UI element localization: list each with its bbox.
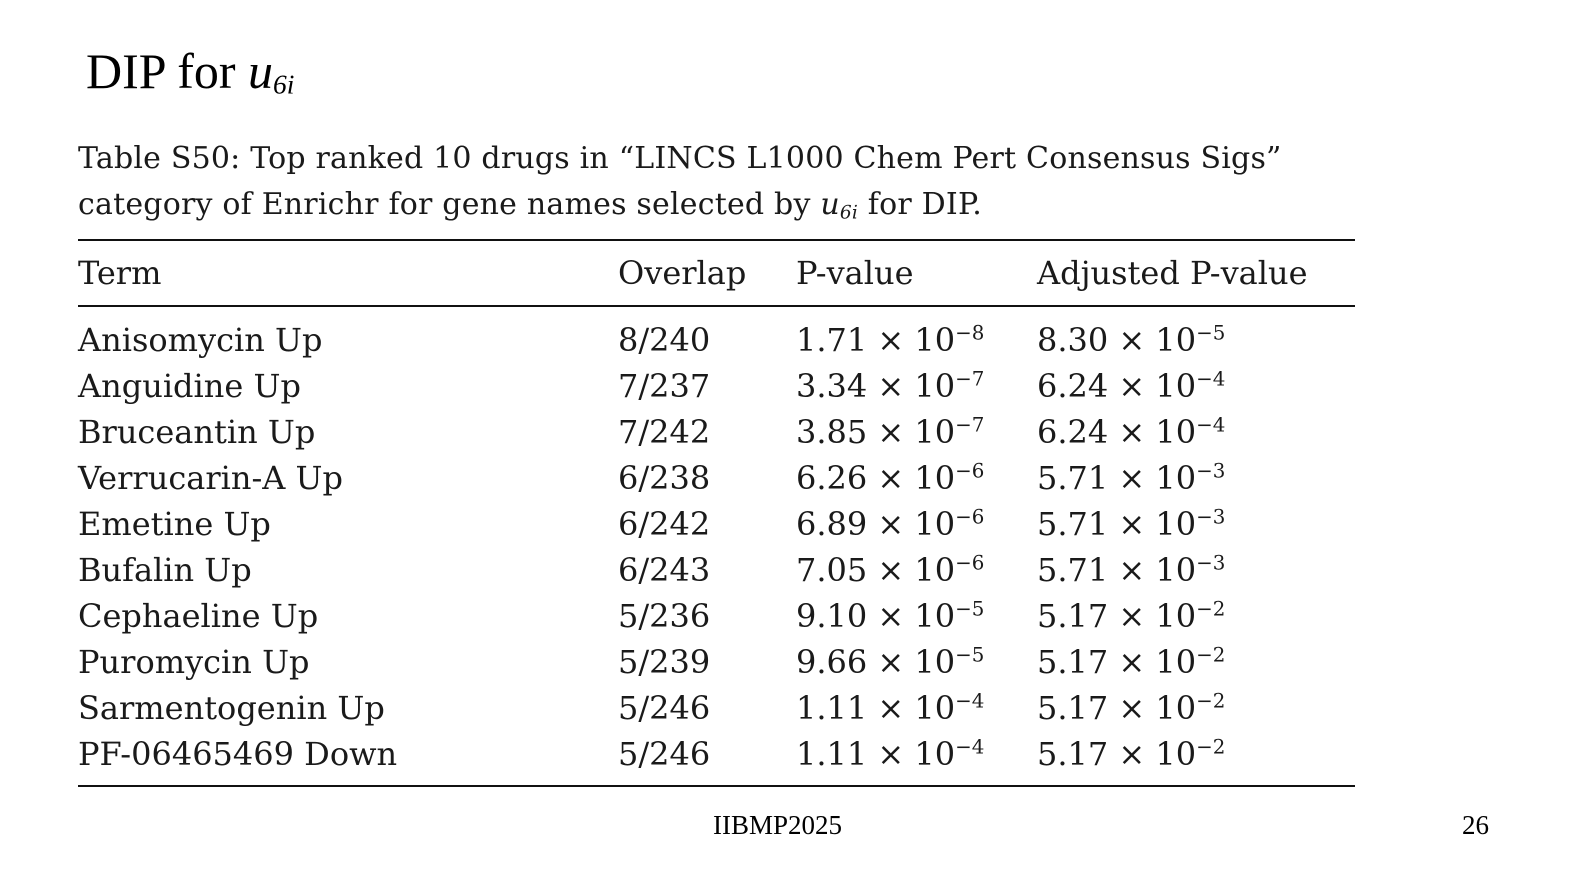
cell-adjusted-pvalue <box>1037 363 1355 409</box>
cell-term: Puromycin Up <box>78 642 310 681</box>
cell-pvalue <box>796 731 1037 786</box>
times-sign: × 10 <box>867 412 956 451</box>
cell-term: Sarmentogenin Up <box>78 688 385 727</box>
slide-title-math-subscript: 6i <box>273 68 295 100</box>
cell-term: Bruceantin Up <box>78 412 316 451</box>
adjusted-exponent: −2 <box>1196 642 1226 666</box>
pvalue-mantissa: 1.11 <box>796 734 868 773</box>
pvalue-exponent: −5 <box>955 596 985 620</box>
adjusted-exponent: −4 <box>1196 412 1226 436</box>
pvalue-exponent: −6 <box>955 550 985 574</box>
cell-pvalue <box>796 685 1037 731</box>
adjusted-exponent: −2 <box>1196 688 1226 712</box>
cell-overlap: 7/242 <box>618 412 711 451</box>
caption-text-end: for DIP. <box>858 187 982 222</box>
header-adjusted-pvalue: Adjusted P-value <box>1037 240 1355 306</box>
table-row <box>78 547 1355 593</box>
times-sign: × 10 <box>1108 504 1197 543</box>
table-row <box>78 685 1355 731</box>
pvalue-mantissa: 9.10 <box>796 596 868 635</box>
cell-term: Verrucarin-A Up <box>78 458 343 497</box>
pvalue-mantissa: 9.66 <box>796 642 868 681</box>
cell-overlap: 8/240 <box>618 320 711 359</box>
cell-overlap: 5/246 <box>618 731 796 786</box>
cell-adjusted-pvalue <box>1037 593 1355 639</box>
times-sign: × 10 <box>867 734 956 773</box>
pvalue-exponent: −7 <box>955 366 985 390</box>
cell-pvalue <box>796 547 1037 593</box>
cell-adjusted-pvalue <box>1037 306 1355 363</box>
times-sign: × 10 <box>1108 320 1197 359</box>
times-sign: × 10 <box>1108 366 1197 405</box>
cell-term: Cephaeline Up <box>78 596 319 635</box>
times-sign: × 10 <box>867 504 956 543</box>
cell-overlap: 5/246 <box>618 688 711 727</box>
cell-adjusted-pvalue <box>1037 501 1355 547</box>
adjusted-mantissa: 6.24 <box>1037 412 1109 451</box>
pvalue-mantissa: 6.89 <box>796 504 868 543</box>
times-sign: × 10 <box>867 596 956 635</box>
table-row <box>78 639 1355 685</box>
cell-pvalue <box>796 455 1037 501</box>
table-row <box>78 363 1355 409</box>
caption-text-start: Table S50: Top ranked 10 drugs in “LINCS L1000 Chem Pert Consensus Sigs” category of Enrichr for gene names selected by <box>78 141 1282 222</box>
slide-title-text: DIP for <box>86 43 249 99</box>
footer-label: IIBMP2025 <box>713 810 843 840</box>
header-row <box>78 240 1355 306</box>
table-row <box>78 501 1355 547</box>
times-sign: × 10 <box>1108 596 1197 635</box>
cell-adjusted-pvalue <box>1037 639 1355 685</box>
cell-adjusted-pvalue <box>1037 685 1355 731</box>
times-sign: × 10 <box>867 366 956 405</box>
times-sign: × 10 <box>867 320 956 359</box>
header-overlap: Overlap <box>618 240 796 306</box>
table-header <box>78 240 1355 306</box>
table-caption <box>78 136 1355 237</box>
cell-adjusted-pvalue <box>1037 547 1355 593</box>
results-table <box>78 239 1355 787</box>
times-sign: × 10 <box>867 458 956 497</box>
adjusted-exponent: −3 <box>1196 550 1226 574</box>
page-number: 26 <box>1462 810 1489 840</box>
cell-pvalue <box>796 593 1037 639</box>
cell-pvalue <box>796 409 1037 455</box>
header-pvalue: P-value <box>796 240 1037 306</box>
adjusted-mantissa: 5.17 <box>1037 734 1109 773</box>
cell-overlap: 5/236 <box>618 596 711 635</box>
pvalue-exponent: −4 <box>955 734 985 758</box>
pvalue-mantissa: 1.71 <box>796 320 868 359</box>
table-row <box>78 409 1355 455</box>
times-sign: × 10 <box>867 688 956 727</box>
adjusted-mantissa: 5.71 <box>1037 550 1109 589</box>
pvalue-exponent: −7 <box>955 412 985 436</box>
table-body <box>78 306 1355 786</box>
times-sign: × 10 <box>867 642 956 681</box>
times-sign: × 10 <box>867 550 956 589</box>
cell-term: PF-06465469 Down <box>78 731 618 786</box>
table-row <box>78 731 1355 786</box>
adjusted-exponent: −5 <box>1196 320 1226 344</box>
adjusted-exponent: −3 <box>1196 504 1226 528</box>
times-sign: × 10 <box>1108 642 1197 681</box>
adjusted-mantissa: 6.24 <box>1037 366 1109 405</box>
pvalue-mantissa: 7.05 <box>796 550 868 589</box>
adjusted-mantissa: 5.17 <box>1037 688 1109 727</box>
caption-math-subscript: 6i <box>839 202 859 224</box>
cell-adjusted-pvalue <box>1037 731 1355 786</box>
cell-term: Bufalin Up <box>78 550 252 589</box>
times-sign: × 10 <box>1108 734 1197 773</box>
table-row <box>78 306 1355 363</box>
cell-term: Emetine Up <box>78 504 271 543</box>
cell-pvalue <box>796 363 1037 409</box>
cell-overlap: 5/239 <box>618 642 711 681</box>
cell-term: Anguidine Up <box>78 366 301 405</box>
times-sign: × 10 <box>1108 688 1197 727</box>
times-sign: × 10 <box>1108 412 1197 451</box>
pvalue-mantissa: 1.11 <box>796 688 868 727</box>
times-sign: × 10 <box>1108 550 1197 589</box>
cell-overlap: 6/242 <box>618 504 711 543</box>
pvalue-mantissa: 6.26 <box>796 458 868 497</box>
pvalue-exponent: −5 <box>955 642 985 666</box>
pvalue-exponent: −6 <box>955 504 985 528</box>
adjusted-mantissa: 5.71 <box>1037 458 1109 497</box>
slide-title-math-var: u <box>248 43 274 99</box>
cell-overlap: 6/243 <box>618 550 711 589</box>
table-row <box>78 455 1355 501</box>
adjusted-mantissa: 8.30 <box>1037 320 1109 359</box>
table-row <box>78 593 1355 639</box>
slide-title <box>86 44 294 100</box>
adjusted-exponent: −2 <box>1196 734 1226 758</box>
caption-math-var: u <box>820 187 840 222</box>
cell-overlap: 7/237 <box>618 366 711 405</box>
pvalue-mantissa: 3.85 <box>796 412 868 451</box>
adjusted-mantissa: 5.17 <box>1037 596 1109 635</box>
table-figure <box>78 136 1355 787</box>
pvalue-exponent: −6 <box>955 458 985 482</box>
pvalue-exponent: −8 <box>955 320 985 344</box>
adjusted-exponent: −2 <box>1196 596 1226 620</box>
adjusted-exponent: −3 <box>1196 458 1226 482</box>
cell-adjusted-pvalue <box>1037 409 1355 455</box>
times-sign: × 10 <box>1108 458 1197 497</box>
adjusted-mantissa: 5.17 <box>1037 642 1109 681</box>
cell-adjusted-pvalue <box>1037 455 1355 501</box>
pvalue-exponent: −4 <box>955 688 985 712</box>
cell-term: Anisomycin Up <box>78 320 323 359</box>
cell-pvalue <box>796 306 1037 363</box>
pvalue-mantissa: 3.34 <box>796 366 868 405</box>
cell-pvalue <box>796 639 1037 685</box>
cell-overlap: 6/238 <box>618 458 711 497</box>
adjusted-exponent: −4 <box>1196 366 1226 390</box>
header-term: Term <box>78 240 618 306</box>
adjusted-mantissa: 5.71 <box>1037 504 1109 543</box>
cell-pvalue <box>796 501 1037 547</box>
